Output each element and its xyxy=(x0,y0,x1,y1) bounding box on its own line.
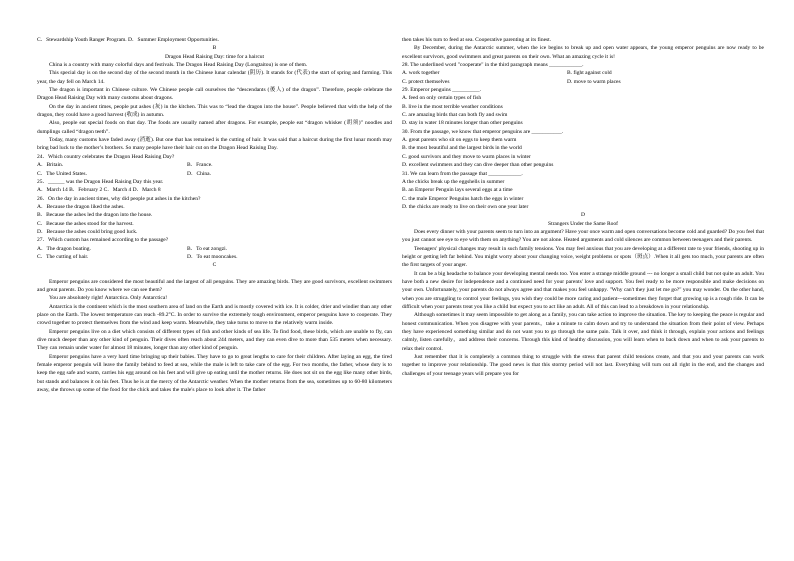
option-b: B．Because the ashes led the dragon into the house. xyxy=(37,212,153,219)
paragraph: Teenagers' physical changes may result in such family tensions. You may feel anxious that you are developing at a different rate to your friends, shooting up in height or getting left far behind. You might worry about your changing voice, weight problems or spots（斑点）.When it all gets too much, your parents are often the first targets of your anger. xyxy=(402,245,764,269)
option-c: C. good survivors and they move to warm places in winter xyxy=(402,153,531,160)
option-c: C. the male Emperor Penguins hatch the eggs in winter xyxy=(402,195,524,202)
option-c: C. are amazing birds that can both fly and swim xyxy=(402,112,508,119)
passage-d-title: Strangers Under the Same Roof xyxy=(548,220,618,227)
paragraph: Emperor penguins live on a diet which consists of different types of fish and other kinds of sea life. To find food, these birds, which are unable to fly, can dive much deeper than any other kind of penguin. Their dives often reach about 244 meters, and they can even dive to more than 535 meters when necessary. They can remain under water for almost 18 minutes, longer than any other kind of penguin. xyxy=(37,328,392,352)
option-a: A. feed on only certain types of fish xyxy=(402,95,482,102)
option-b: B．France. xyxy=(187,162,213,169)
paragraph: This special day is on the second day of the second month in the Chinese lunar calendar (阴历). It stands for (代表) the start of spring and farming. This year, the day fell on March 14. xyxy=(37,70,392,85)
option-d: D. the chicks are ready to live on their own one year later xyxy=(402,203,529,210)
paragraph: Emperor penguins have a very hard time bringing up their babies. They have to go to great lengths to care for their children. After laying an egg, the tired female emperor penguin will leave the family behind to feed at sea, while the male is left to take care of the egg. For two months, the father, whose duty is to keep the egg safe and warm, carries his egg around on his feet and will give up eating until the mother returns. He does not sit on the egg like many other birds, but stands and balances it on his feet. Thus he is at the mercy of the Antarctic weather. When the mother returns from the sea, sometimes up to 60-80 kilometers away, she throws up some of the food for the chick and takes the male's place to look after it. The father xyxy=(37,353,392,394)
paragraph: On the day in ancient times, people put ashes (灰) in the kitchen. This was to “lead the dragon into the house”. People believed that with the help of the dragon, they could have a good harvest (收成) in autumn. xyxy=(37,103,392,119)
option-a: A the chicks break up the eggshells in summer xyxy=(402,178,505,185)
paragraph: You are absolutely right! Antarctica. Only Antarctica! xyxy=(49,295,168,302)
option-a: A. great parents who sit on eggs to keep them warm xyxy=(402,137,517,144)
option-b: B. fight against cold xyxy=(567,70,612,77)
option-d: D. stay in water 18 minutes longer than other penguins xyxy=(402,120,523,127)
question-31: 31. We can learn from the passage that ____________. xyxy=(402,170,523,177)
question-27-options-cd xyxy=(37,253,392,261)
question-28-options-ab xyxy=(402,69,764,77)
option-d: D．China. xyxy=(187,170,211,177)
question-27: 27．Which custom has remained according to the passage? xyxy=(37,237,169,244)
option-b: B. an Emperor Penguin lays several eggs at a time xyxy=(402,187,513,194)
paragraph: Although sometimes it may seem impossible to get along as a family, you can take action to improve the situation. The key to keeping the peace is regular and honest communication. When you disagree with your parents，take a minute to calm down and try to understand the situation from their point of view. Perhaps they have experienced something similar and do not want you to go through the same pain. Talk it over, and think it through, explain your actions and feelings calmly, listen carefully，and address their concerns. Through this kind of healthy discussion, you will learn when to back down and when to ask your parents to relax their control. xyxy=(402,312,764,352)
paragraph: Today, many customs have faded away (消逝). But one that has remained is the cutting of hair. It was said that a haircut during the first lunar month may bring bad luck to the mother’s brothers. So many people have their hair cut on the Dragon Head Raising Day. xyxy=(37,137,392,152)
paragraph: Antarctica is the continent which is the most southern area of land on the Earth and is mostly covered with ice. It is colder, drier and windier than any other place on the Earth. The lowest temperature can reach -89.2°C. In order to survive the extremely tough environment, emperor penguins have to cooperate. They crowd together to protect themselves from the wind and keep warm. Meanwhile, they take turns to move to the relatively warm inside. xyxy=(37,303,392,327)
paragraph: then takes his turn to feed at sea. Cooperative parenting at its finest. xyxy=(402,37,552,43)
option-b: B. live in the most terrible weather conditions xyxy=(402,103,503,110)
option-c: C．The cutting of hair. xyxy=(37,253,89,260)
paragraph: The dragon is important in Chinese culture. We Chinese people call ourselves the “descendants (後人) of the dragon”. Therefore, people celebrate the Dragon Head Raising Day with many customs about dragons. xyxy=(37,87,392,102)
question-30: 30. From the passage, we know that emperor penguins are ___________. xyxy=(402,128,564,135)
option-d: D. move to warm places xyxy=(567,78,621,85)
paragraph: Just remember that it is completely a common thing to struggle with the stress that parent child tensions create, and that you and your parents can work together to improve your relationship. The good news is that this stormy period will not last. Everything will turn out all right in the end, and the changes and challenges of your teenage years will prepare you for xyxy=(402,354,764,377)
question-28: 28. The underlined word "cooperate" in the third paragraph means ____________. xyxy=(402,62,584,69)
option-d: D. excellent swimmers and they can dive deeper than other penguins xyxy=(402,162,554,169)
option-a: A．Britain. xyxy=(37,162,64,169)
question-28-options-cd xyxy=(402,78,764,86)
section-c-heading: C xyxy=(212,262,217,269)
paragraph: Also, people eat special foods on that day. The foods are usually named after dragons. For example, people eat “dragon whisker (胡须)” noodles and dumplings called “dragon teeth”. xyxy=(37,120,392,135)
question-24: 24．Which country celebrates the Dragon Head Raising Day? xyxy=(37,153,175,160)
option-d: D．Because the ashes could bring good luck. xyxy=(37,228,138,235)
paragraph: Does every dinner with your parents seem to turn into an argument? Have your once warm and open conversations become cold and guarded? Do you feel that you just cannot see eye to eye with them on anything? You are not alone. Heated arguments and cold silences are common between teenagers and their parents. xyxy=(402,228,764,244)
option-b: B．To eat zongzi. xyxy=(187,245,228,252)
question-29: 29. Emperor penguins __________. xyxy=(402,87,481,94)
paragraph: By December, during the Antarctic summer, when the ice begins to break up and open water appears, the young emperor penguins are now ready to be excellent survivors, good swimmers and great parents on their own. What an amazing cycle it is! xyxy=(402,45,764,60)
option-c: C．The United States. xyxy=(37,170,87,177)
right-column xyxy=(402,36,764,378)
section-b-heading: B xyxy=(212,45,217,52)
option-a: A．Because the dragon liked the ashes. xyxy=(37,203,125,210)
question-24-options-cd xyxy=(37,170,392,178)
paragraph: China is a country with many colorful days and festivals. The Dragon Head Raising Day (Longtaitou) is one of them. xyxy=(49,62,308,69)
option-b: B. the most beautiful and the largest birds in the world xyxy=(402,145,522,152)
option-c: C．Because the ashes stood for the harvest. xyxy=(37,220,134,227)
passage-b-title: Dragon Head Raising Day: time for a haircut xyxy=(164,53,265,60)
question-26: 26．On the day in ancient times, why did people put ashes in the kitchen? xyxy=(37,195,201,202)
paragraph: It can be a big headache to balance your developing mental needs too. You enter a strange middle ground --- no longer a small child but not quite an adult. You have both a new desire for independence and a continued need for your parents' love and support. You feel ready to be more responsible and make decisions on your own. Unfortunately, your parents do not always agree and that makes you feel unhappy. "Why can't they just let me go?" you may wonder. On the other hand, when you are struggling to control your feelings, you wish they could be more caring and patient---sometimes they forget that growing up is a rough ride. It can be difficult when your parents treat you like a child but expect you to act like an adult. All of this can lead to a breakdown in your relationship. xyxy=(402,270,764,310)
option-a: A．The dragon boating. xyxy=(37,245,91,252)
left-column xyxy=(37,36,392,394)
question-27-options-ab xyxy=(37,245,392,253)
question-25-options: A．March 14 B．February 2 C．March 4 D．March 8 xyxy=(37,187,161,194)
question-25: 25．______ was the Dragon Head Raising Day this year. xyxy=(37,178,164,185)
paragraph: Emperor penguins are considered the most beautiful and the largest of all penguins. They are amazing birds. They are good survivors, excellent swimmers and great parents. Do you know where we can see them? xyxy=(37,278,392,293)
question-24-options-ab xyxy=(37,161,392,169)
section-d-heading: D xyxy=(581,212,585,219)
option-a: A. work together xyxy=(402,70,440,77)
spacer xyxy=(37,270,392,278)
option-line: C．Stewardship Youth Ranger Program. D．Summer Employment Opportunities. xyxy=(37,37,219,43)
option-c: C. protect themselves xyxy=(402,78,450,85)
option-d: D．To eat mooncakes. xyxy=(187,253,238,260)
